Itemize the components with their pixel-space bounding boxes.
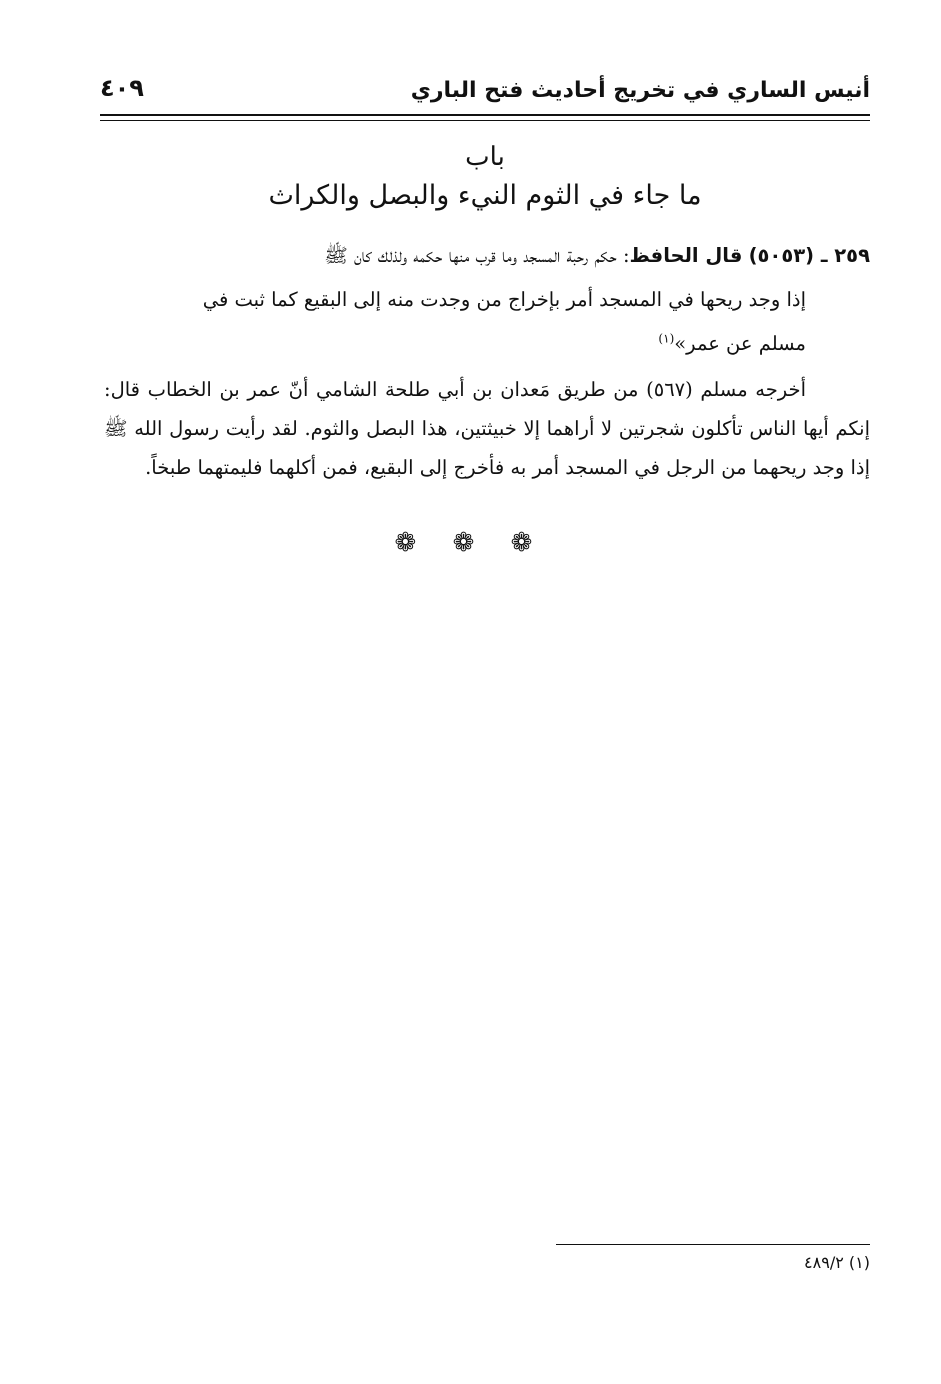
entry-number: ٢٥٩ ـ (٥٠٥٣) <box>748 244 870 267</box>
hadith-entry <box>104 234 870 366</box>
header-divider <box>100 114 870 116</box>
running-header <box>100 74 870 114</box>
entry-speaker: قال الحافظ <box>629 244 743 267</box>
entry-text-line1: : حكم رحبة المسجد وما قرب منها حكمه ولذلك كان ﷺ <box>324 244 630 267</box>
book-title: أنيس الساري في تخريج أحاديث فتح الباري <box>410 78 870 103</box>
footnote-divider <box>556 1244 870 1245</box>
entry-text-line3-wrap <box>104 322 870 366</box>
chapter-label: باب <box>465 142 505 172</box>
entry-text-line2: إذا وجد ريحها في المسجد أمر بإخراج من وجدت منه إلى البقيع كما ثبت في <box>202 288 806 311</box>
takhrij-text: أخرجه مسلم (٥٦٧) من طريق مَعدان بن أبي طلحة الشامي أنّ عمر بن الخطاب قال: إنكم أيها الناس تأكلون شجرتين لا أراهما إلا خبيثتين، هذا البصل والثوم. لقد رأيت رسول الله ﷺ إذا وجد ريحهما من الرجل في المسجد أمر به فأخرج إلى البقيع، فمن أكلهما فليمتهما طبخاً. <box>104 378 870 479</box>
chapter-title: ما جاء في الثوم النيء والبصل والكراث <box>268 180 702 211</box>
footnote <box>804 1253 870 1272</box>
header-divider-thin <box>100 120 870 121</box>
entry-first-line <box>104 234 870 278</box>
entry-text-line3: مسلم عن عمر» <box>674 332 806 355</box>
footnote-reference: (١) <box>658 331 675 346</box>
section-ornament: ❁ ❁ ❁ <box>394 528 547 558</box>
footnote-marker: (١) <box>848 1253 870 1272</box>
takhrij-paragraph <box>104 370 870 487</box>
page-number: ٤٠٩ <box>100 74 144 102</box>
footnote-text: ٤٨٩/٢ <box>804 1253 844 1272</box>
